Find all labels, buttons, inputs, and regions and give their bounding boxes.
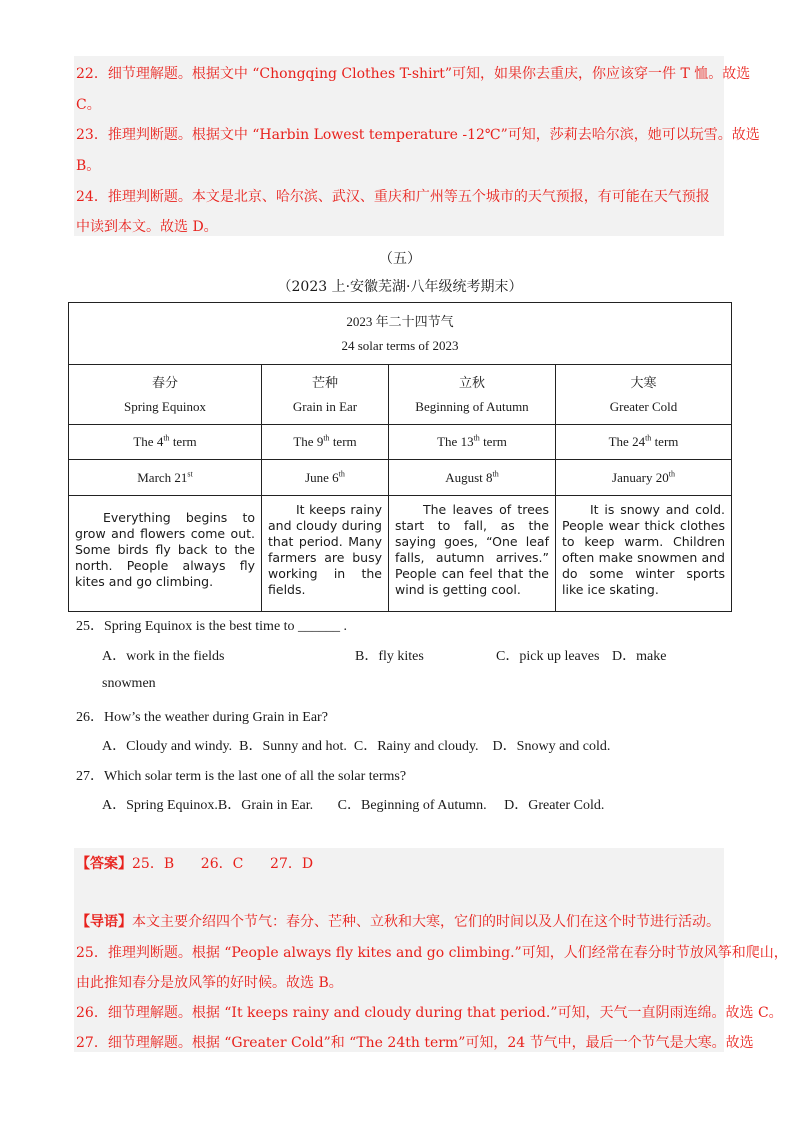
solar-terms-table bbox=[68, 302, 732, 612]
term-date-cell bbox=[389, 460, 556, 496]
option-c: C．pick up leaves bbox=[496, 649, 600, 664]
explanation-line: 26．细节理解题。根据 “It keeps rainy and cloudy during that period.”可知，天气一直阴雨连绵。故选 C。 bbox=[76, 1005, 783, 1021]
term-order: The 13 bbox=[437, 434, 474, 449]
term-name-cell bbox=[69, 365, 262, 425]
option-b: B．fly kites bbox=[355, 649, 424, 664]
option-a: A．work in the fields bbox=[102, 649, 225, 664]
question-stem: 26．How’s the weather during Grain in Ear? bbox=[76, 710, 328, 725]
term-name-cell bbox=[262, 365, 389, 425]
explanation-line: 24．推理判断题。本文是北京、哈尔滨、武汉、重庆和广州等五个城市的天气预报，有可能在天气预报 bbox=[76, 189, 710, 205]
term-name-cn: 大寒 bbox=[630, 374, 657, 390]
term-date: January 20 bbox=[612, 469, 669, 485]
term-date: August 8 bbox=[445, 469, 493, 485]
table-title-cell bbox=[69, 303, 732, 365]
term-order-suffix: th bbox=[163, 433, 170, 443]
explanation-line: 22．细节理解题。根据文中 “Chongqing Clothes T-shirt”可知，如果你去重庆，你应该穿一件 T 恤。故选 bbox=[76, 66, 751, 82]
explanation-line: 25．推理判断题。根据 “People always fly kites and go climbing.”可知，人们经常在春分时节放风筝和爬山， bbox=[76, 945, 788, 961]
term-date-cell bbox=[556, 460, 732, 496]
question-options: A．Cloudy and windy. B．Sunny and hot. C．Rainy and cloudy. D．Snowy and cold. bbox=[102, 739, 611, 754]
term-date: March 21 bbox=[137, 469, 188, 485]
question-stem: 25．Spring Equinox is the best time to ______ . bbox=[76, 619, 348, 634]
term-order-suffix: th bbox=[323, 433, 330, 443]
term-name-en: Spring Equinox bbox=[124, 398, 206, 414]
question-options: A．Spring Equinox.B．Grain in Ear. C．Beginning of Autumn. D．Greater Cold. bbox=[102, 798, 605, 813]
term-description: It is snowy and cold. People wear thick clothes to keep warm. Children often make snowmen and do some winter sports like ice skating. bbox=[556, 496, 732, 612]
explanation-line: 中读到本文。故选 D。 bbox=[76, 219, 218, 235]
explanation-line: 27．细节理解题。根据 “Greater Cold”和 “The 24th term”可知，24 节气中，最后一个节气是大寒。故选 bbox=[76, 1035, 754, 1051]
term-order-suffix: th bbox=[645, 433, 652, 443]
explanation-line: C。 bbox=[76, 97, 101, 113]
term-date-suffix: st bbox=[187, 469, 193, 479]
term-description: The leaves of trees start to fall, as the saying goes, “One leaf falls, autumn arrives.” People can feel that the wind is getting cool. bbox=[389, 496, 556, 612]
term-description: It keeps rainy and cloudy during that period. Many farmers are busy working in the fields. bbox=[262, 496, 389, 612]
guide-text: 本文主要介绍四个节气：春分、芒种、立秋和大寒，它们的时间以及人们在这个时节进行活动。 bbox=[132, 914, 720, 930]
term-name-en: Grain in Ear bbox=[292, 398, 358, 414]
term-word: term bbox=[169, 434, 197, 449]
term-date-suffix: th bbox=[338, 469, 345, 479]
term-date: June 6 bbox=[305, 469, 339, 485]
term-name-cn: 春分 bbox=[151, 374, 178, 390]
term-order-cell bbox=[262, 425, 389, 460]
term-order-cell bbox=[556, 425, 732, 460]
explanation-line: 23．推理判断题。根据文中 “Harbin Lowest temperature -12℃”可知，莎莉去哈尔滨，她可以玩雪。故选 bbox=[76, 127, 760, 143]
term-order-cell bbox=[389, 425, 556, 460]
term-name-cell bbox=[556, 365, 732, 425]
term-name-cn: 立秋 bbox=[458, 374, 485, 390]
term-order: The 9 bbox=[293, 434, 324, 449]
section-source: （2023 上·安徽芜湖·八年级统考期末） bbox=[277, 279, 523, 295]
explanation-line: B。 bbox=[76, 158, 101, 174]
term-name-en: Greater Cold bbox=[609, 398, 678, 414]
term-date-cell bbox=[262, 460, 389, 496]
term-word: term bbox=[651, 434, 679, 449]
term-date-suffix: th bbox=[668, 469, 675, 479]
question-stem: 27．Which solar term is the last one of all the solar terms? bbox=[76, 769, 407, 784]
table-title-cn: 2023 年二十四节气 bbox=[346, 313, 454, 329]
term-order-suffix: th bbox=[473, 433, 480, 443]
term-name-cn: 芒种 bbox=[311, 374, 338, 390]
table-title-en: 24 solar terms of 2023 bbox=[341, 337, 459, 353]
answer-label: 【答案】 bbox=[76, 856, 132, 872]
guide-line bbox=[76, 911, 720, 931]
term-date-suffix: th bbox=[492, 469, 499, 479]
explanation-line: 由此推知春分是放风筝的好时候。故选 B。 bbox=[76, 975, 343, 991]
answer-text: 25．B 26．C 27．D bbox=[132, 856, 314, 872]
guide-label: 【导语】 bbox=[76, 914, 132, 930]
explanation-block-top bbox=[74, 56, 724, 236]
option-d-wrap: snowmen bbox=[102, 676, 156, 691]
option-d: D．make bbox=[612, 649, 667, 664]
term-order: The 24 bbox=[608, 434, 646, 449]
term-order-cell bbox=[69, 425, 262, 460]
term-order: The 4 bbox=[133, 434, 164, 449]
term-word: term bbox=[329, 434, 357, 449]
answer-line bbox=[76, 853, 313, 873]
term-description: Everything begins to grow and flowers come out. Some birds fly back to the north. People always fly kites and go climbing. bbox=[69, 496, 262, 612]
term-word: term bbox=[479, 434, 507, 449]
section-number: （五） bbox=[379, 251, 421, 267]
term-name-cell bbox=[389, 365, 556, 425]
term-date-cell bbox=[69, 460, 262, 496]
term-name-en: Beginning of Autumn bbox=[415, 398, 529, 414]
